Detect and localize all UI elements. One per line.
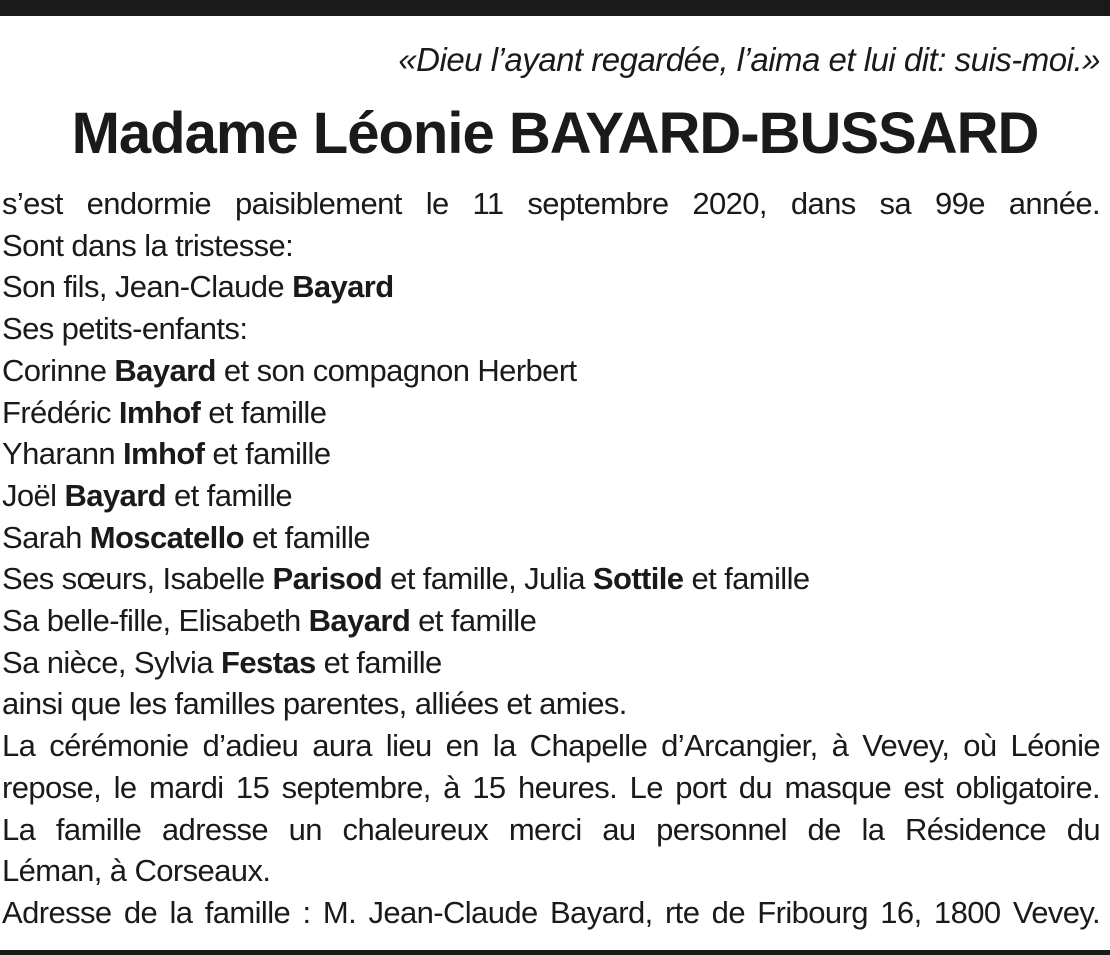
family-line-son (2, 266, 1100, 308)
epigraph-quote: «Dieu l’ayant regardée, l’aima et lui dit: suis-moi.» (398, 41, 1100, 78)
grandchild-surname: Imhof (123, 436, 205, 472)
family-line-daughter-in-law (2, 600, 1100, 642)
grandchild-suffix: et famille (166, 477, 293, 513)
grandchild-first-name: Frédéric (2, 394, 119, 430)
grandchild-suffix: et famille (204, 436, 331, 472)
daughter-in-law-surname: Bayard (308, 603, 411, 639)
top-rule (0, 0, 1110, 16)
daughter-in-law-suffix: et famille (410, 603, 537, 639)
thanks-line-2: Léman, à Corseaux. (2, 853, 271, 889)
grandchildren-heading: Ses petits-enfants: (2, 311, 248, 347)
grief-heading: Sont dans la tristesse: (2, 227, 294, 263)
grandchild-suffix: et famille (200, 394, 327, 430)
deceased-name: Madame Léonie BAYARD-BUSSARD (71, 101, 1039, 166)
grandchild-surname: Imhof (118, 394, 201, 430)
family-line-grandchild-2 (2, 392, 1100, 434)
sister-surname: Sottile (592, 561, 684, 597)
family-line-grandchild-4 (2, 475, 1100, 517)
family-line-grandchild-3 (2, 433, 1100, 475)
obituary-body (2, 183, 1100, 934)
grandchild-first-name: Sarah (2, 519, 90, 555)
niece-name: Sa nièce, Sylvia (2, 644, 221, 680)
grandchild-surname: Bayard (64, 477, 166, 513)
ceremony-line-2: repose, le mardi 15 septembre, à 15 heures. Le port du masque est obligatoire. (2, 769, 1100, 805)
son-surname: Bayard (292, 269, 394, 305)
family-address: Adresse de la famille : M. Jean-Claude Bayard, rte de Fribourg 16, 1800 Vevey. (2, 894, 1100, 930)
sister-surname: Parisod (272, 561, 383, 597)
grandchild-suffix: et son compagnon Herbert (215, 352, 577, 388)
family-line-grandchild-1 (2, 350, 1100, 392)
relatives-line: ainsi que les familles parentes, alliées et amies. (2, 686, 627, 722)
son-name: Son fils, Jean-Claude (2, 269, 293, 305)
intro-line: s’est endormie paisiblement le 11 septembre 2020, dans sa 99e année. (2, 186, 1100, 221)
bottom-rule (0, 950, 1110, 955)
family-line-grandchild-5 (2, 517, 1100, 559)
sister-suffix: et famille (683, 561, 810, 597)
family-line-sisters (2, 558, 1100, 600)
sister-name: et famille, Julia (382, 561, 593, 597)
sister-name: Ses sœurs, Isabelle (2, 561, 273, 597)
grandchild-first-name: Joël (2, 477, 65, 513)
grandchild-first-name: Corinne (2, 352, 115, 388)
family-line-niece (2, 642, 1100, 684)
niece-suffix: et famille (315, 644, 442, 680)
grandchild-surname: Bayard (114, 352, 216, 388)
niece-surname: Festas (220, 644, 316, 680)
daughter-in-law-name: Sa belle-fille, Elisabeth (2, 603, 309, 639)
thanks-line-1: La famille adresse un chaleureux merci au personnel de la Résidence du (2, 811, 1100, 847)
ceremony-line-1: La cérémonie d’adieu aura lieu en la Chapelle d’Arcangier, à Vevey, où Léonie (2, 728, 1100, 764)
grandchild-suffix: et famille (243, 519, 371, 555)
grandchild-surname: Moscatello (89, 519, 244, 555)
grandchild-first-name: Yharann (2, 436, 124, 472)
